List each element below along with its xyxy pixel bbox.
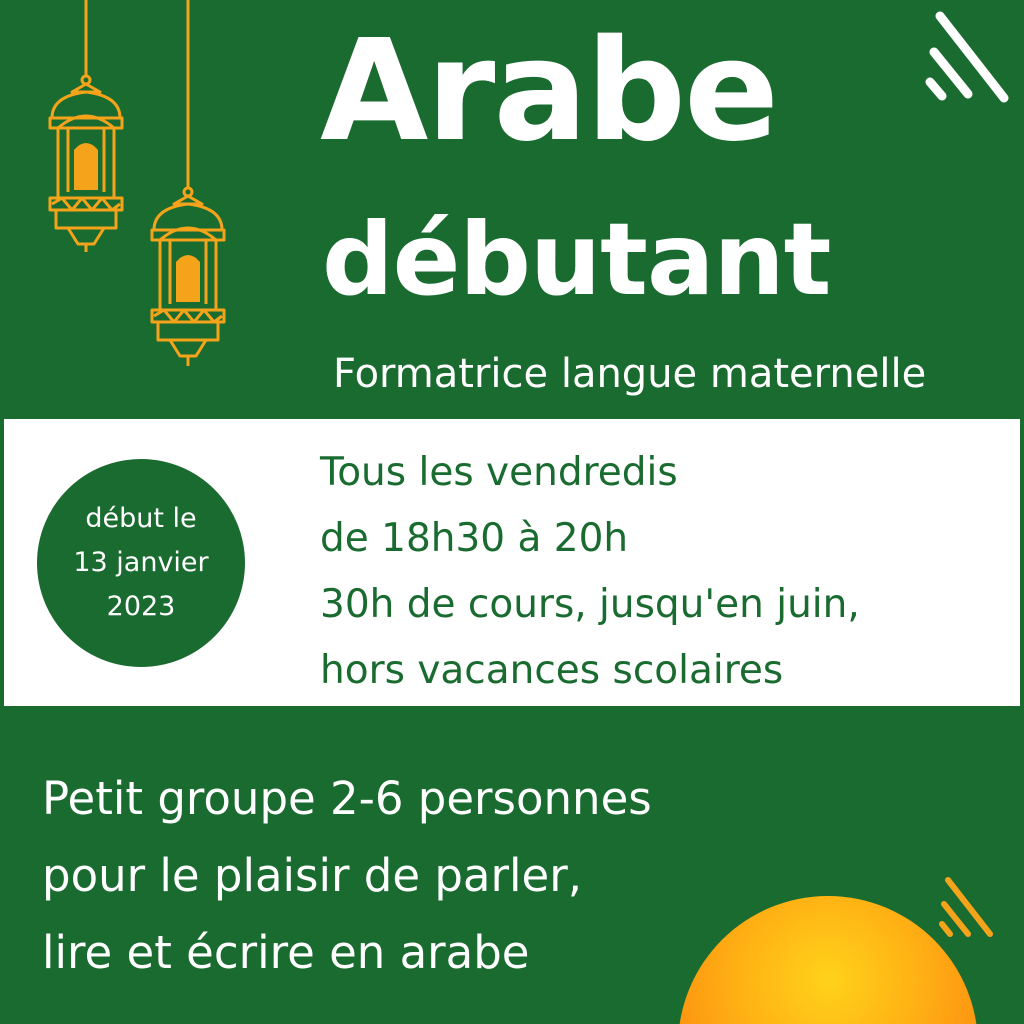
date-badge xyxy=(37,459,245,667)
date-badge-line: début le xyxy=(85,503,197,534)
schedule xyxy=(320,440,860,704)
tagline: Formatrice langue maternelle xyxy=(333,351,927,397)
schedule-line: de 18h30 à 20h xyxy=(320,516,629,561)
description-line: lire et écrire en arabe xyxy=(42,926,530,979)
lantern-icon xyxy=(146,0,230,374)
lantern-icon xyxy=(44,0,128,262)
date-badge-line: 13 janvier xyxy=(73,547,209,578)
date-badge-line: 2023 xyxy=(106,591,176,622)
sparkle-icon xyxy=(924,8,1016,104)
sparkle-icon xyxy=(936,874,998,940)
description xyxy=(42,760,652,991)
subtitle: débutant xyxy=(322,201,831,318)
schedule-line: 30h de cours, jusqu'en juin, xyxy=(320,582,860,627)
description-line: pour le plaisir de parler, xyxy=(42,849,582,902)
title: Arabe xyxy=(320,10,778,173)
description-line: Petit groupe 2-6 personnes xyxy=(42,772,652,825)
schedule-line: Tous les vendredis xyxy=(320,450,678,495)
schedule-line: hors vacances scolaires xyxy=(320,648,784,693)
sun-shape xyxy=(678,896,978,1024)
